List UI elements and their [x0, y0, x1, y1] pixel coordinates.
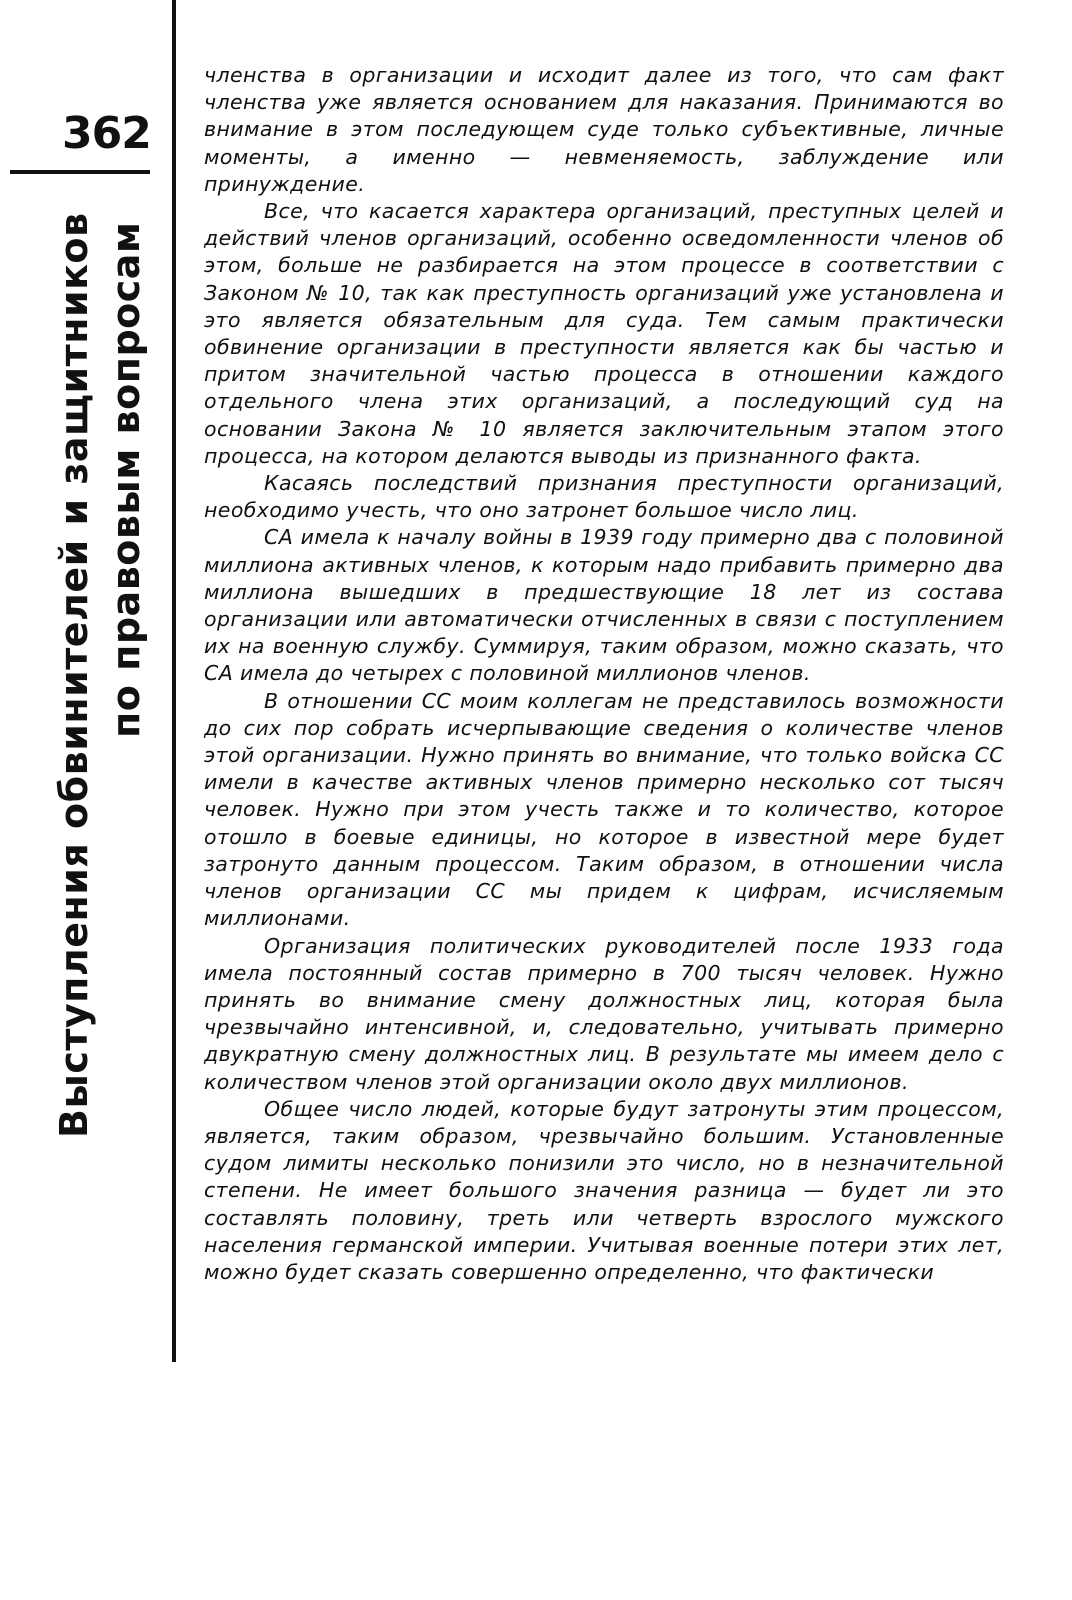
paragraph-2: Все, что касается характера организаций, преступных целей и действий членов организаций, особенно осведомленности членов об этом, больше не разбирается на этом процессе в соответствии с Законом № 10, так как преступность организаций уже установлена и это является обязательным для суда. Тем самым практически обвинение организации в преступности является как бы частью и притом значительной частью процесса в отношении каждого отдельного члена этих организаций, а последующий суд на основании Закона № 10 является заключительным этапом этого процесса, на котором делаются выводы из признанного факта. [204, 199, 1004, 468]
paragraph-5: В отношении СС моим коллегам не представилось возможности до сих пор собрать исчерпывающие сведения о количестве членов этой организации. Нужно принять во внимание, что только войска СС имели в качестве активных членов примерно несколько сот тысяч человек. Нужно при этом учесть также и то количество, которое отошло в боевые единицы, но которое в известной мере будет затронуто данным процессом. Таким образом, в отношении числа членов организации СС мы придем к цифрам, исчисляемым миллионами. [204, 688, 1004, 931]
paragraph-4: СА имела к началу войны в 1939 году примерно два с половиной миллиона активных членов, к которым надо прибавить примерно два миллиона вышедших в предшествующие 18 лет из состава организации или автоматически отчисленных в связи с поступлением их на военную службу. Суммируя, таким образом, можно сказать, что СА имела до четырех с половиной миллионов членов. [204, 525, 1004, 686]
paragraph-6: Организация политических руководителей после 1933 года имела постоянный состав примерно в 700 тысяч человек. Нужно принять во внимание смену должностных лиц, которая была чрезвычайно интенсивной, и, следовательно, учитывать примерно двукратную смену должностных лиц. В результате мы имеем дело с количеством членов этой организации около двух миллионов. [204, 933, 1004, 1094]
paragraph-7: Общее число людей, которые будут затронуты этим процессом, является, таким образом, чрезвычайно большим. Установленные судом лимиты несколько понизили это число, но в незначительной степени. Не имеет большого значения разница — будет ли это составлять половину, треть или четверть взрослого мужского населения германской империи. Учитывая военные потери этих лет, можно будет сказать совершенно определенно, что фактически [204, 1096, 1004, 1284]
paragraph-1: членства в организации и исходит далее из того, что сам факт членства уже является основанием для наказания. Принимаются во внимание в этом последующем суде только субъективные, личные моменты, а именно — невменяемость, заблуждение или принуждение. [204, 63, 1004, 196]
margin-rule [172, 0, 176, 1362]
page-number: 362 [62, 108, 151, 159]
running-head-line-2: по правовым вопросам [104, 221, 148, 738]
running-head-line-1: Выступления обвинителей и защитников [52, 212, 96, 1138]
paragraph-3: Касаясь последствий признания преступности организаций, необходимо учесть, что оно затронет большое число лиц. [204, 471, 1004, 523]
body-text [204, 62, 1004, 1286]
header-rule [10, 170, 150, 174]
